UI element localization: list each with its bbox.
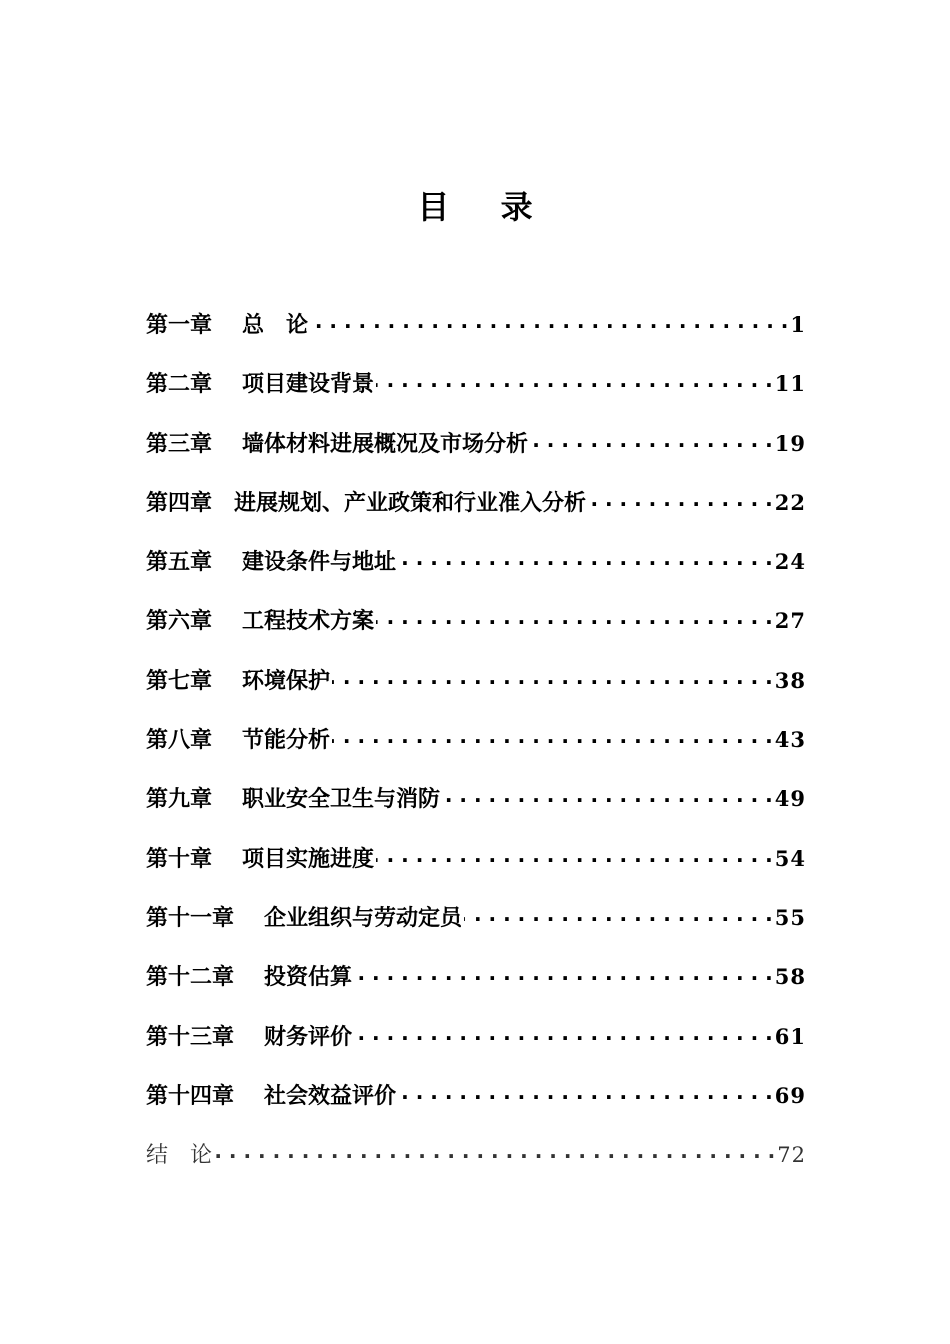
toc-page-number: 55 [774,904,806,930]
toc-page-number: 38 [774,667,806,693]
toc-entry[interactable] [146,604,806,663]
toc-dot-leader [332,725,773,747]
toc-entry[interactable] [146,960,806,1019]
toc-page-number: 24 [774,549,806,575]
toc-chapter-title: 财务评价 [264,1024,353,1050]
toc-chapter-title: 进展规划、产业政策和行业准入分析 [234,490,587,516]
toc-entry[interactable] [146,308,806,367]
toc-page-number: 54 [774,845,806,871]
toc-dot-leader [332,666,773,688]
toc-chapter-number: 第十二章 [146,965,235,991]
toc-entry[interactable] [146,367,806,426]
toc-chapter-title: 工程技术方案 [242,609,375,635]
toc-chapter-number: 第四章 [146,490,213,516]
toc-entry[interactable] [146,842,806,901]
toc-dot-leader [464,903,773,925]
toc-dot-leader [588,488,773,510]
toc-entry[interactable] [146,723,806,782]
toc-dot-leader [398,547,773,569]
toc-chapter-number: 第十四章 [146,1083,235,1109]
toc-chapter-title: 总 论 [242,313,309,338]
toc-page-number: 1 [790,312,806,337]
toc-dot-leader [354,1022,773,1044]
toc-chapter-title: 环境保护 [242,668,331,694]
toc-page-number: 61 [774,1023,806,1049]
toc-dot-leader [214,1140,775,1162]
toc-chapter-title: 职业安全卫生与消防 [242,787,441,813]
toc-chapter-title: 企业组织与劳动定员 [264,905,463,931]
toc-page-number: 69 [774,1082,806,1108]
toc-dot-leader [310,310,788,332]
toc-dot-leader [442,784,773,806]
toc-entry[interactable] [146,782,806,841]
toc-dot-leader [354,962,773,984]
toc-chapter-number: 第十一章 [146,905,235,931]
toc-entry[interactable] [146,664,806,723]
toc-chapter-number: 第十三章 [146,1024,235,1050]
toc-chapter-number: 第八章 [146,728,213,754]
toc-chapter-number: 第二章 [146,372,213,398]
toc-chapter-title: 项目实施进度 [242,846,375,872]
toc-page-number: 43 [774,727,806,753]
toc-chapter-number: 第六章 [146,609,213,635]
toc-chapter-number: 第九章 [146,787,213,813]
toc-entry[interactable] [146,1138,806,1197]
toc-chapter-number: 第十章 [146,846,213,872]
toc-chapter-number: 第七章 [146,668,213,694]
toc-chapter-title: 节能分析 [242,728,331,754]
toc-page-number: 22 [774,489,806,515]
toc-chapter-number: 第五章 [146,550,213,576]
toc-chapter-title: 社会效益评价 [264,1083,397,1109]
toc-entry[interactable] [146,1020,806,1079]
toc-chapter-title: 项目建设背景 [242,372,375,398]
toc-page-number: 49 [774,786,806,812]
toc-dot-leader [398,1081,773,1103]
toc-page-number: 19 [774,430,806,456]
toc-chapter-number: 第一章 [146,313,213,338]
toc-dot-leader [376,606,773,628]
toc-chapter-number: 第三章 [146,431,213,457]
toc-chapter-title: 墙体材料进展概况及市场分析 [242,431,529,457]
toc-entry[interactable] [146,1079,806,1138]
toc-chapter-title: 结 论 [146,1143,213,1169]
table-of-contents [146,308,806,1197]
toc-dot-leader [376,844,773,866]
toc-entry[interactable] [146,486,806,545]
page-title: 目 录 [417,188,553,226]
toc-chapter-title: 投资估算 [264,965,353,991]
toc-entry[interactable] [146,901,806,960]
toc-page-number: 58 [774,964,806,990]
toc-dot-leader [376,369,773,391]
toc-page-number: 27 [774,608,806,634]
toc-page-number: 11 [774,371,806,397]
toc-entry[interactable] [146,427,806,486]
toc-page-number: 72 [777,1143,806,1168]
toc-entry[interactable] [146,545,806,604]
toc-dot-leader [530,429,773,451]
toc-chapter-title: 建设条件与地址 [242,550,397,576]
